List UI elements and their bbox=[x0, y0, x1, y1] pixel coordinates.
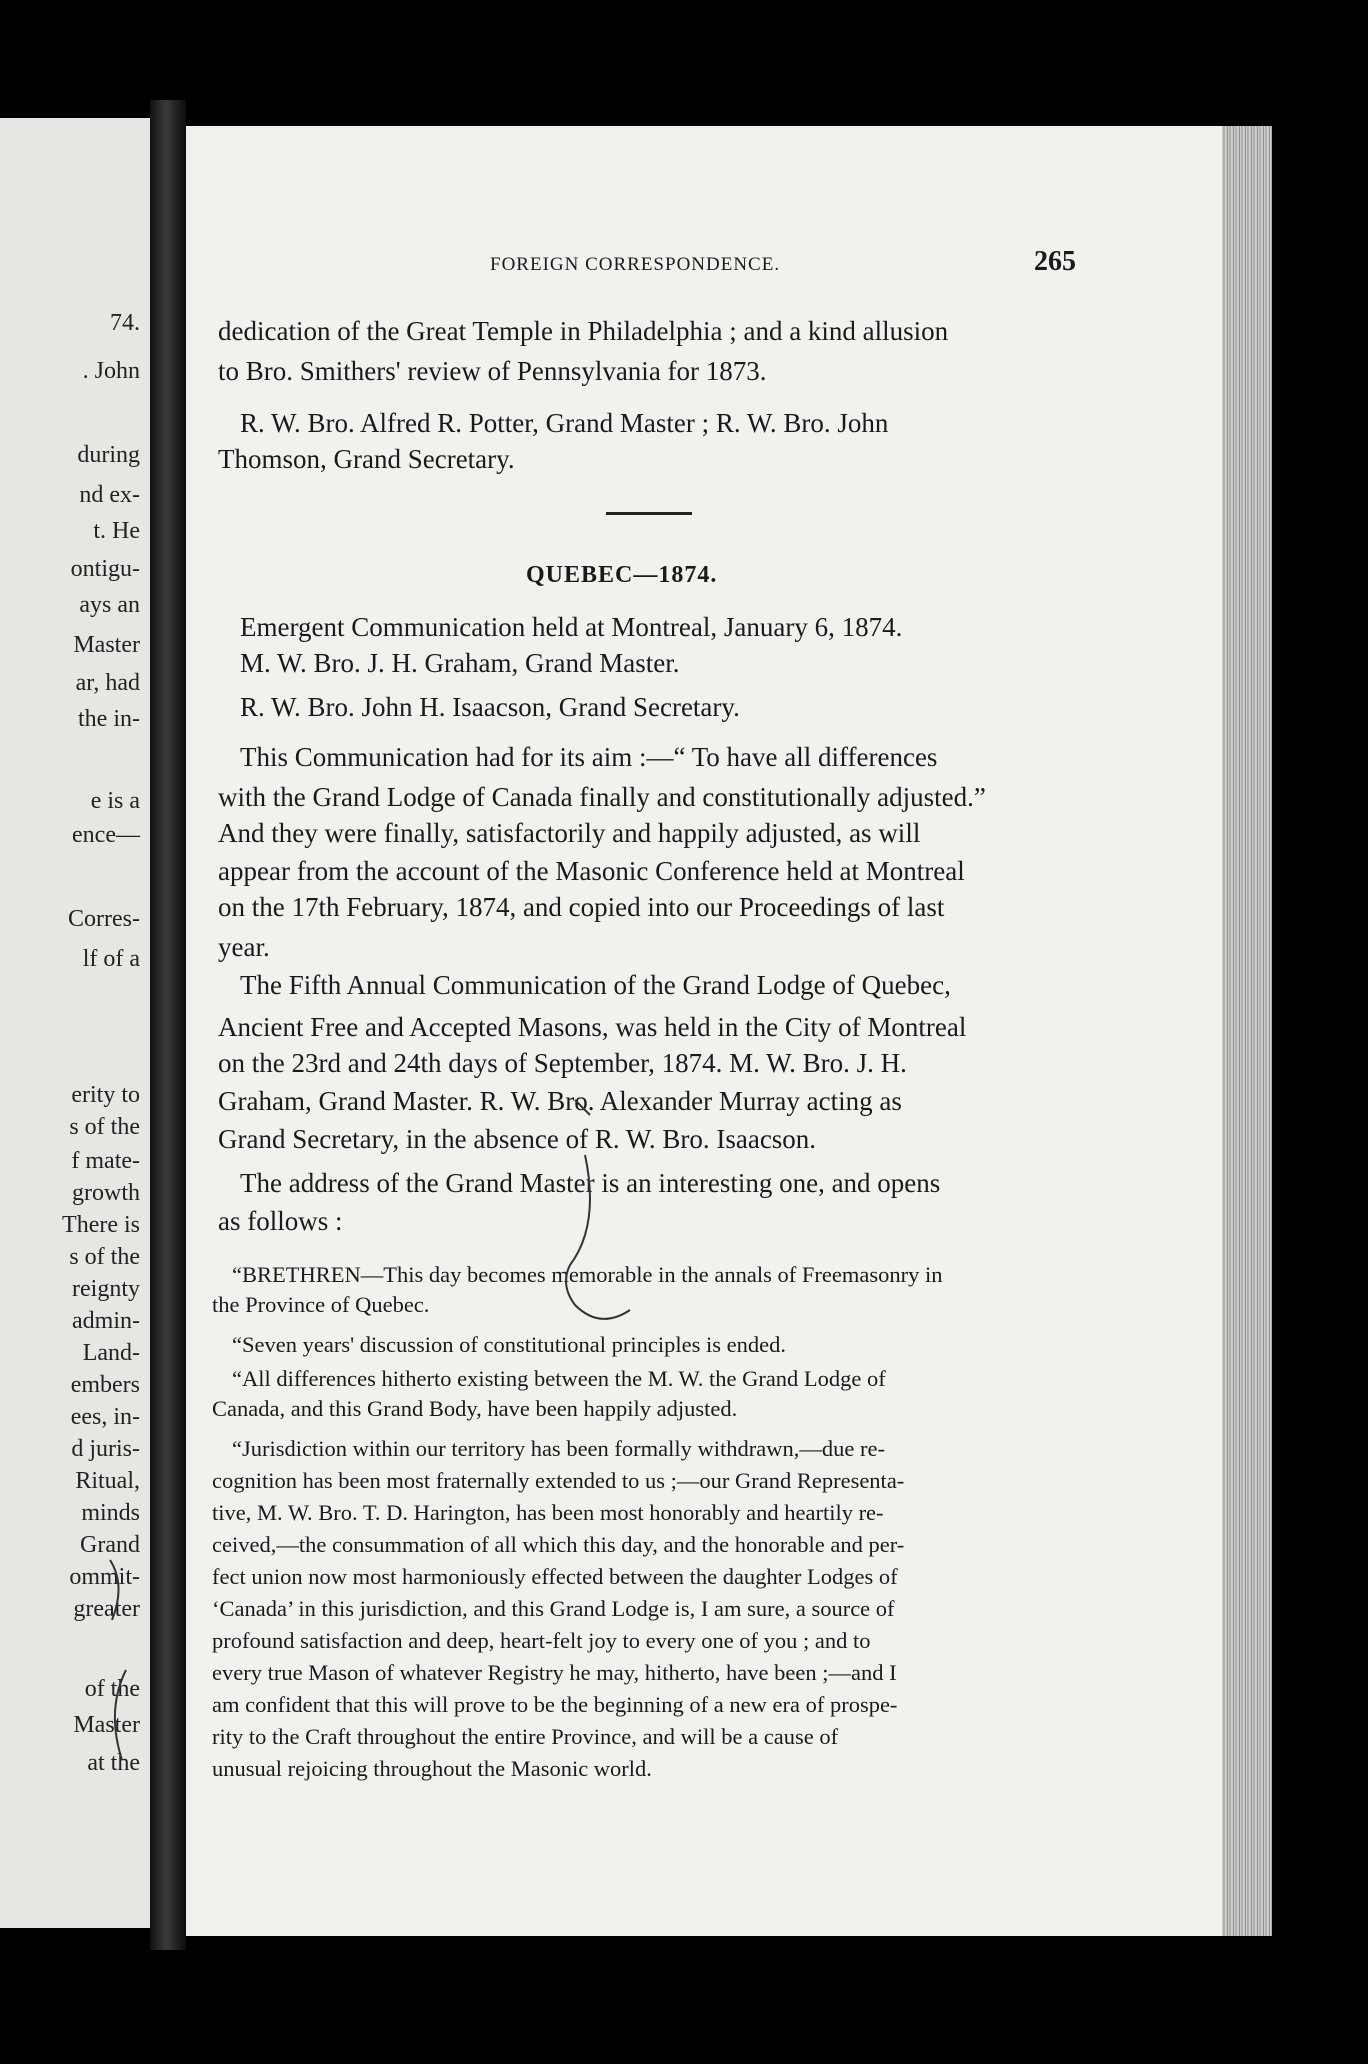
left-page-fragment: s of the bbox=[69, 1244, 140, 1270]
quote-line: Canada, and this Grand Body, have been happily adjusted. bbox=[212, 1396, 738, 1421]
left-page-fragment: lf of a bbox=[82, 946, 140, 972]
left-page-fragment: nd ex- bbox=[79, 482, 140, 508]
left-page-fragment: admin- bbox=[72, 1308, 140, 1334]
section-line: Emergent Communication held at Montreal, January 6, 1874. bbox=[240, 612, 903, 642]
section-line: Graham, Grand Master. R. W. Bro. Alexander Murray acting as bbox=[218, 1086, 902, 1116]
section-heading: QUEBEC—1874. bbox=[526, 562, 718, 588]
left-page-fragment: d juris- bbox=[71, 1436, 140, 1462]
section-line: with the Grand Lodge of Canada finally and constitutionally adjusted.” bbox=[218, 782, 986, 812]
quote-line: cognition has been most fraternally extended to us ;—our Grand Representa- bbox=[212, 1468, 905, 1493]
quote-line: “BRETHREN—This day becomes memorable in the annals of Freemasonry in bbox=[232, 1262, 943, 1287]
left-page-fragment: . John bbox=[82, 358, 140, 384]
left-page-fragment: Land- bbox=[82, 1340, 140, 1366]
quote-line: “All differences hitherto existing between the M. W. the Grand Lodge of bbox=[232, 1366, 886, 1391]
left-page-fragment: Corres- bbox=[68, 906, 140, 932]
left-page-fragment: ommit- bbox=[69, 1564, 140, 1590]
left-page-fragment: erity to bbox=[71, 1082, 140, 1108]
left-page-fragment: the in- bbox=[78, 706, 140, 732]
left-page-fragment: 74. bbox=[110, 310, 140, 336]
quote-line: “Jurisdiction within our territory has been formally withdrawn,—due re- bbox=[232, 1436, 885, 1461]
quote-line: fect union now most harmoniously effected between the daughter Lodges of bbox=[212, 1564, 898, 1589]
section-line: on the 23rd and 24th days of September, 1874. M. W. Bro. J. H. bbox=[218, 1048, 907, 1078]
left-page-fragment: ar, had bbox=[75, 670, 140, 696]
section-line: as follows : bbox=[218, 1206, 343, 1236]
left-page-fragment: Master bbox=[73, 1712, 140, 1738]
quote-line: am confident that this will prove to be the beginning of a new era of prospe- bbox=[212, 1692, 898, 1717]
quote-line: the Province of Quebec. bbox=[212, 1292, 430, 1317]
quote-line: every true Mason of whatever Registry he may, hitherto, have been ;—and I bbox=[212, 1660, 897, 1685]
section-line: And they were finally, satisfactorily and happily adjusted, as will bbox=[218, 818, 921, 848]
quote-line: rity to the Craft throughout the entire Province, and will be a cause of bbox=[212, 1724, 839, 1749]
quote-line: unusual rejoicing throughout the Masonic world. bbox=[212, 1756, 652, 1781]
quote-line: tive, M. W. Bro. T. D. Harington, has been most honorably and heartily re- bbox=[212, 1500, 884, 1525]
page-number: 265 bbox=[1034, 246, 1076, 277]
left-page-fragment: greater bbox=[73, 1596, 140, 1622]
section-line: appear from the account of the Masonic Conference held at Montreal bbox=[218, 856, 965, 886]
intro-line: dedication of the Great Temple in Philadelphia ; and a kind allusion bbox=[218, 316, 949, 346]
left-page-fragment: Grand bbox=[80, 1532, 140, 1558]
left-page-fragment: f mate- bbox=[71, 1148, 140, 1174]
section-line: M. W. Bro. J. H. Graham, Grand Master. bbox=[240, 648, 680, 678]
left-page-fragment: during bbox=[77, 442, 140, 468]
left-page-fragment: embers bbox=[70, 1372, 140, 1398]
quote-line: profound satisfaction and deep, heart-felt joy to every one of you ; and to bbox=[212, 1628, 871, 1653]
quote-line: “Seven years' discussion of constitutional principles is ended. bbox=[232, 1332, 786, 1357]
left-page-fragment: s of the bbox=[69, 1114, 140, 1140]
left-page-fragment: ays an bbox=[79, 592, 140, 618]
left-page-fragment: e is a bbox=[90, 788, 140, 814]
page-edges bbox=[1222, 126, 1272, 1936]
left-facing-page bbox=[0, 118, 150, 1928]
left-page-fragment: of the bbox=[84, 1676, 140, 1702]
intro-line: Thomson, Grand Secretary. bbox=[218, 444, 515, 474]
running-head: FOREIGN CORRESPONDENCE. bbox=[490, 254, 781, 275]
left-page-fragment: t. He bbox=[93, 518, 140, 544]
section-line: Grand Secretary, in the absence of R. W. Bro. Isaacson. bbox=[218, 1124, 817, 1154]
section-line: year. bbox=[218, 932, 270, 962]
section-line: Ancient Free and Accepted Masons, was held in the City of Montreal bbox=[218, 1012, 967, 1042]
quote-line: ceived,—the consummation of all which this day, and the honorable and per- bbox=[212, 1532, 905, 1557]
section-line: R. W. Bro. John H. Isaacson, Grand Secretary. bbox=[240, 692, 740, 722]
section-line: This Communication had for its aim :—“ To have all differences bbox=[240, 742, 938, 772]
left-page-fragment: ees, in- bbox=[70, 1404, 140, 1430]
section-line: The address of the Grand Master is an interesting one, and opens bbox=[240, 1168, 941, 1198]
left-page-fragment: Master bbox=[73, 632, 140, 658]
left-page-fragment: growth bbox=[72, 1180, 140, 1206]
section-line: The Fifth Annual Communication of the Grand Lodge of Quebec, bbox=[240, 970, 951, 1000]
left-page-fragment: at the bbox=[87, 1750, 140, 1776]
left-page-fragment: There is bbox=[62, 1212, 140, 1238]
book-gutter bbox=[150, 100, 186, 1950]
left-page-fragment: ontigu- bbox=[70, 556, 140, 582]
intro-line: to Bro. Smithers' review of Pennsylvania for 1873. bbox=[218, 356, 767, 386]
section-divider bbox=[606, 512, 692, 515]
quote-line: ‘Canada’ in this jurisdiction, and this Grand Lodge is, I am sure, a source of bbox=[212, 1596, 895, 1621]
section-line: on the 17th February, 1874, and copied into our Proceedings of last bbox=[218, 892, 945, 922]
left-page-fragment: minds bbox=[81, 1500, 140, 1526]
intro-line: R. W. Bro. Alfred R. Potter, Grand Master ; R. W. Bro. John bbox=[240, 408, 889, 438]
left-page-fragment: ence— bbox=[72, 822, 140, 848]
left-page-fragment: reignty bbox=[72, 1276, 140, 1302]
left-page-fragment: Ritual, bbox=[75, 1468, 140, 1494]
